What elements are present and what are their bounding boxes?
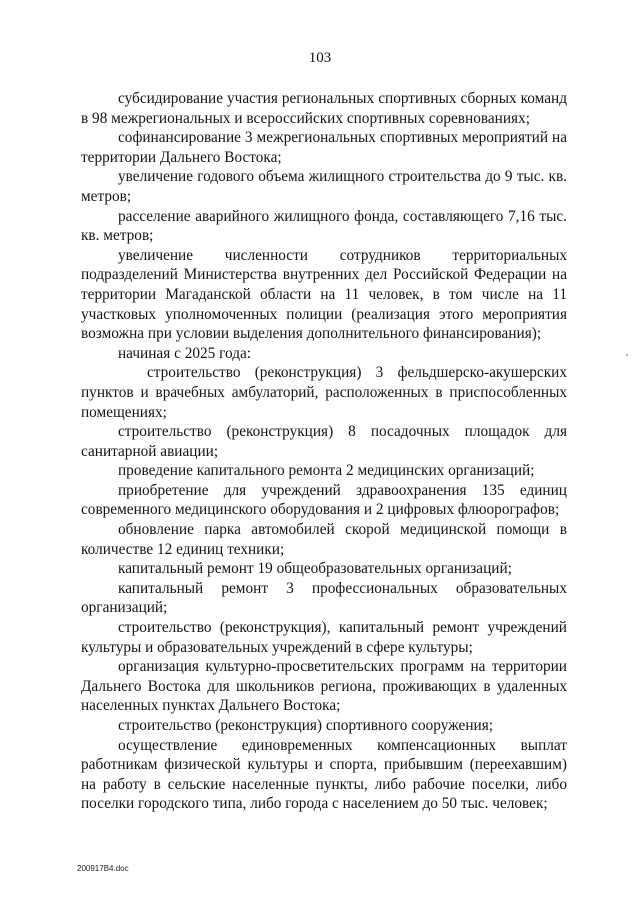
paragraph-from-2025: начиная с 2025 года: — [118, 344, 252, 362]
paragraph-housing-construction: увеличение годового объема жилищного строительства до 9 тыс. кв. метров; — [81, 168, 567, 205]
paragraph-sports-facility: строительство (реконструкция) спортивного сооружения; — [118, 717, 493, 734]
paragraph-sports-events-cofinancing: софинансирование 3 межрегиональных спортивных мероприятий на территории Дальнего Востока; — [81, 129, 567, 166]
margin-mark — [626, 354, 628, 356]
paragraph-ambulance-fleet: обновление парка автомобилей скорой медицинской помощи в количестве 12 единиц техники; — [81, 521, 567, 558]
paragraph-medical-points: строительство (реконструкция) 3 фельдшерско-акушерских пунктов и врачебных амбулаторий, расположенных в приспособленных помещениях; — [81, 364, 567, 421]
document-body — [81, 89, 567, 814]
paragraph-medical-repair: проведение капитального ремонта 2 медицинских организаций; — [118, 462, 535, 480]
paragraph-compensation-payments: осуществление единовременных компенсационных выплат работникам физической культуры и спорта, прибывшим (переехавшим) на работу в сельские населенные пункты, либо рабочие поселки, либо поселки городского типа, либо города с населением до 50 тыс. человек; — [81, 736, 567, 813]
paragraph-emergency-housing: расселение аварийного жилищного фонда, составляющего 7,16 тыс. кв. метров; — [81, 207, 567, 245]
paragraph-sports-subsidy: субсидирование участия региональных спортивных сборных команд в 98 межрегиональных и всероссийских спортивных соревнованиях; — [81, 90, 567, 127]
paragraph-helipads: строительство (реконструкция) 8 посадочных площадок для санитарной авиации; — [81, 423, 567, 460]
paragraph-cultural-programs: организация культурно-просветительских программ на территории Дальнего Востока для школьников региона, проживающих в удаленных населенных пунктах Дальнего Востока; — [81, 658, 567, 715]
page-number: 103 — [308, 50, 332, 66]
footer-filename: 200917В4.doc — [77, 864, 129, 873]
paragraph-police-staff: увеличение численности сотрудников территориальных подразделений Министерства внутренних дел Российской Федерации на территории Магаданской области на 11 человек, в том числе на 11 участковых уполномоченных полиции (реализация этого мероприятия возможна при условии выделения дополнительного финансирования); — [81, 246, 567, 343]
paragraph-vocational-repair: капитальный ремонт 3 профессиональных образовательных организаций; — [81, 579, 567, 617]
paragraph-school-repair: капитальный ремонт 19 общеобразовательных организаций; — [118, 560, 512, 578]
paragraph-medical-equipment: приобретение для учреждений здравоохранения 135 единиц современного медицинского оборудования и 2 цифровых флюорографов; — [81, 481, 567, 519]
paragraph-culture-institutions: строительство (реконструкция), капитальный ремонт учреждений культуры и образовательных учреждений в сфере культуры; — [81, 619, 567, 656]
